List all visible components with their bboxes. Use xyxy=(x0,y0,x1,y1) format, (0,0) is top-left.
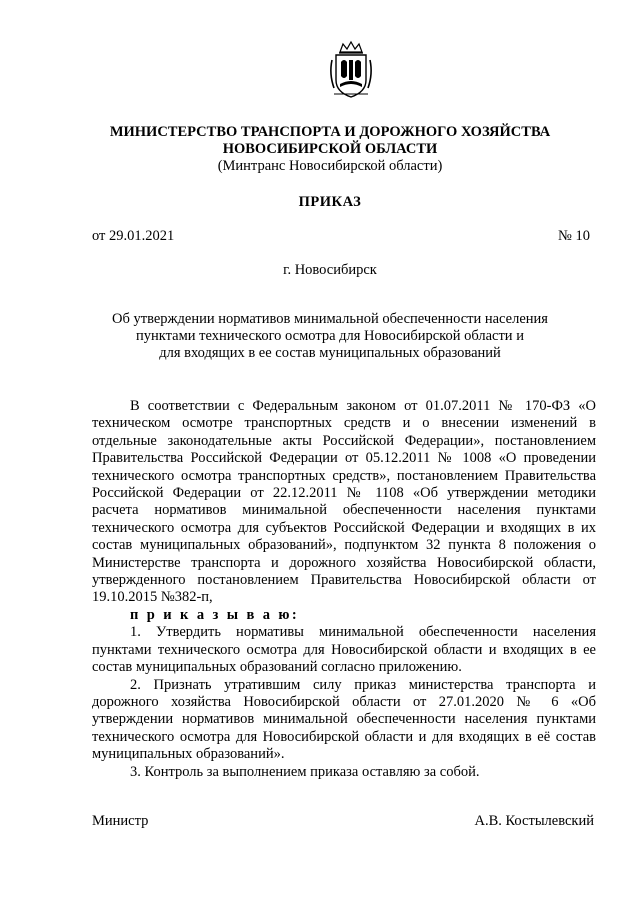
coat-of-arms-emblem xyxy=(328,40,374,100)
ministry-name xyxy=(40,124,620,158)
document-date: от 29.01.2021 xyxy=(92,228,175,244)
subject-line-1: Об утверждении нормативов минимальной обеспеченности населения xyxy=(112,311,548,327)
order-word: п р и к а з ы в а ю: xyxy=(130,606,300,623)
ministry-short-name: (Минтранс Новосибирской области) xyxy=(217,158,443,174)
document-body xyxy=(92,398,596,781)
signer-name: А.В. Костылевский xyxy=(474,813,594,829)
document-city: г. Новосибирск xyxy=(283,262,377,278)
preamble-paragraph: В соответствии с Федеральным законом от 01.07.2011 № 170-ФЗ «О техническом осмотре транспортных средств и о внесении изменений в отдельные законодательные акты Российской Федерации», постановлением Правительства Российской Федерации от 05.12.2011 № 1008 «О проведении технического осмотра транспортных средств», постановлением Правительства Российской Федерации от 22.12.2011 № 1108 «Об утверждении методики расчета нормативов минимальной обеспеченности населения пунктами технического осмотра для субъектов Российской Федерации и входящих в их состав муниципальных образований», подпунктом 32 пункта 8 положения о Министерстве транспорта и дорожного хозяйства Новосибирской области, утвержденного постановлением Правительства Новосибирской области от 19.10.2015 №382-п, xyxy=(92,398,596,606)
document-number: № 10 xyxy=(558,228,590,244)
subject-line-2: пунктами технического осмотра для Новосибирской области и xyxy=(136,328,524,344)
ministry-line-2: НОВОСИБИРСКОЙ ОБЛАСТИ xyxy=(222,141,438,157)
subject-line-3: для входящих в ее состав муниципальных образований xyxy=(159,345,501,361)
order-item-2: 2. Признать утратившим силу приказ министерства транспорта и дорожного хозяйства Новосибирской области от 27.01.2020 № 6 «Об утверждении нормативов минимальной обеспеченности населения пунктами технического осмотра для Новосибирской области и для входящих в её состав муниципальных образований». xyxy=(92,676,596,763)
order-item-1: 1. Утвердить нормативы минимальной обеспеченности населения пунктами технического осмотра для Новосибирской области и входящих в ее состав муниципальных образований согласно приложению. xyxy=(92,624,596,676)
document-subject xyxy=(40,311,620,362)
document-type: ПРИКАЗ xyxy=(298,194,362,210)
signer-position: Министр xyxy=(92,813,149,829)
ministry-line-1: МИНИСТЕРСТВО ТРАНСПОРТА И ДОРОЖНОГО ХОЗЯЙСТВА xyxy=(109,124,551,140)
order-item-3: 3. Контроль за выполнением приказа оставляю за собой. xyxy=(130,763,480,780)
